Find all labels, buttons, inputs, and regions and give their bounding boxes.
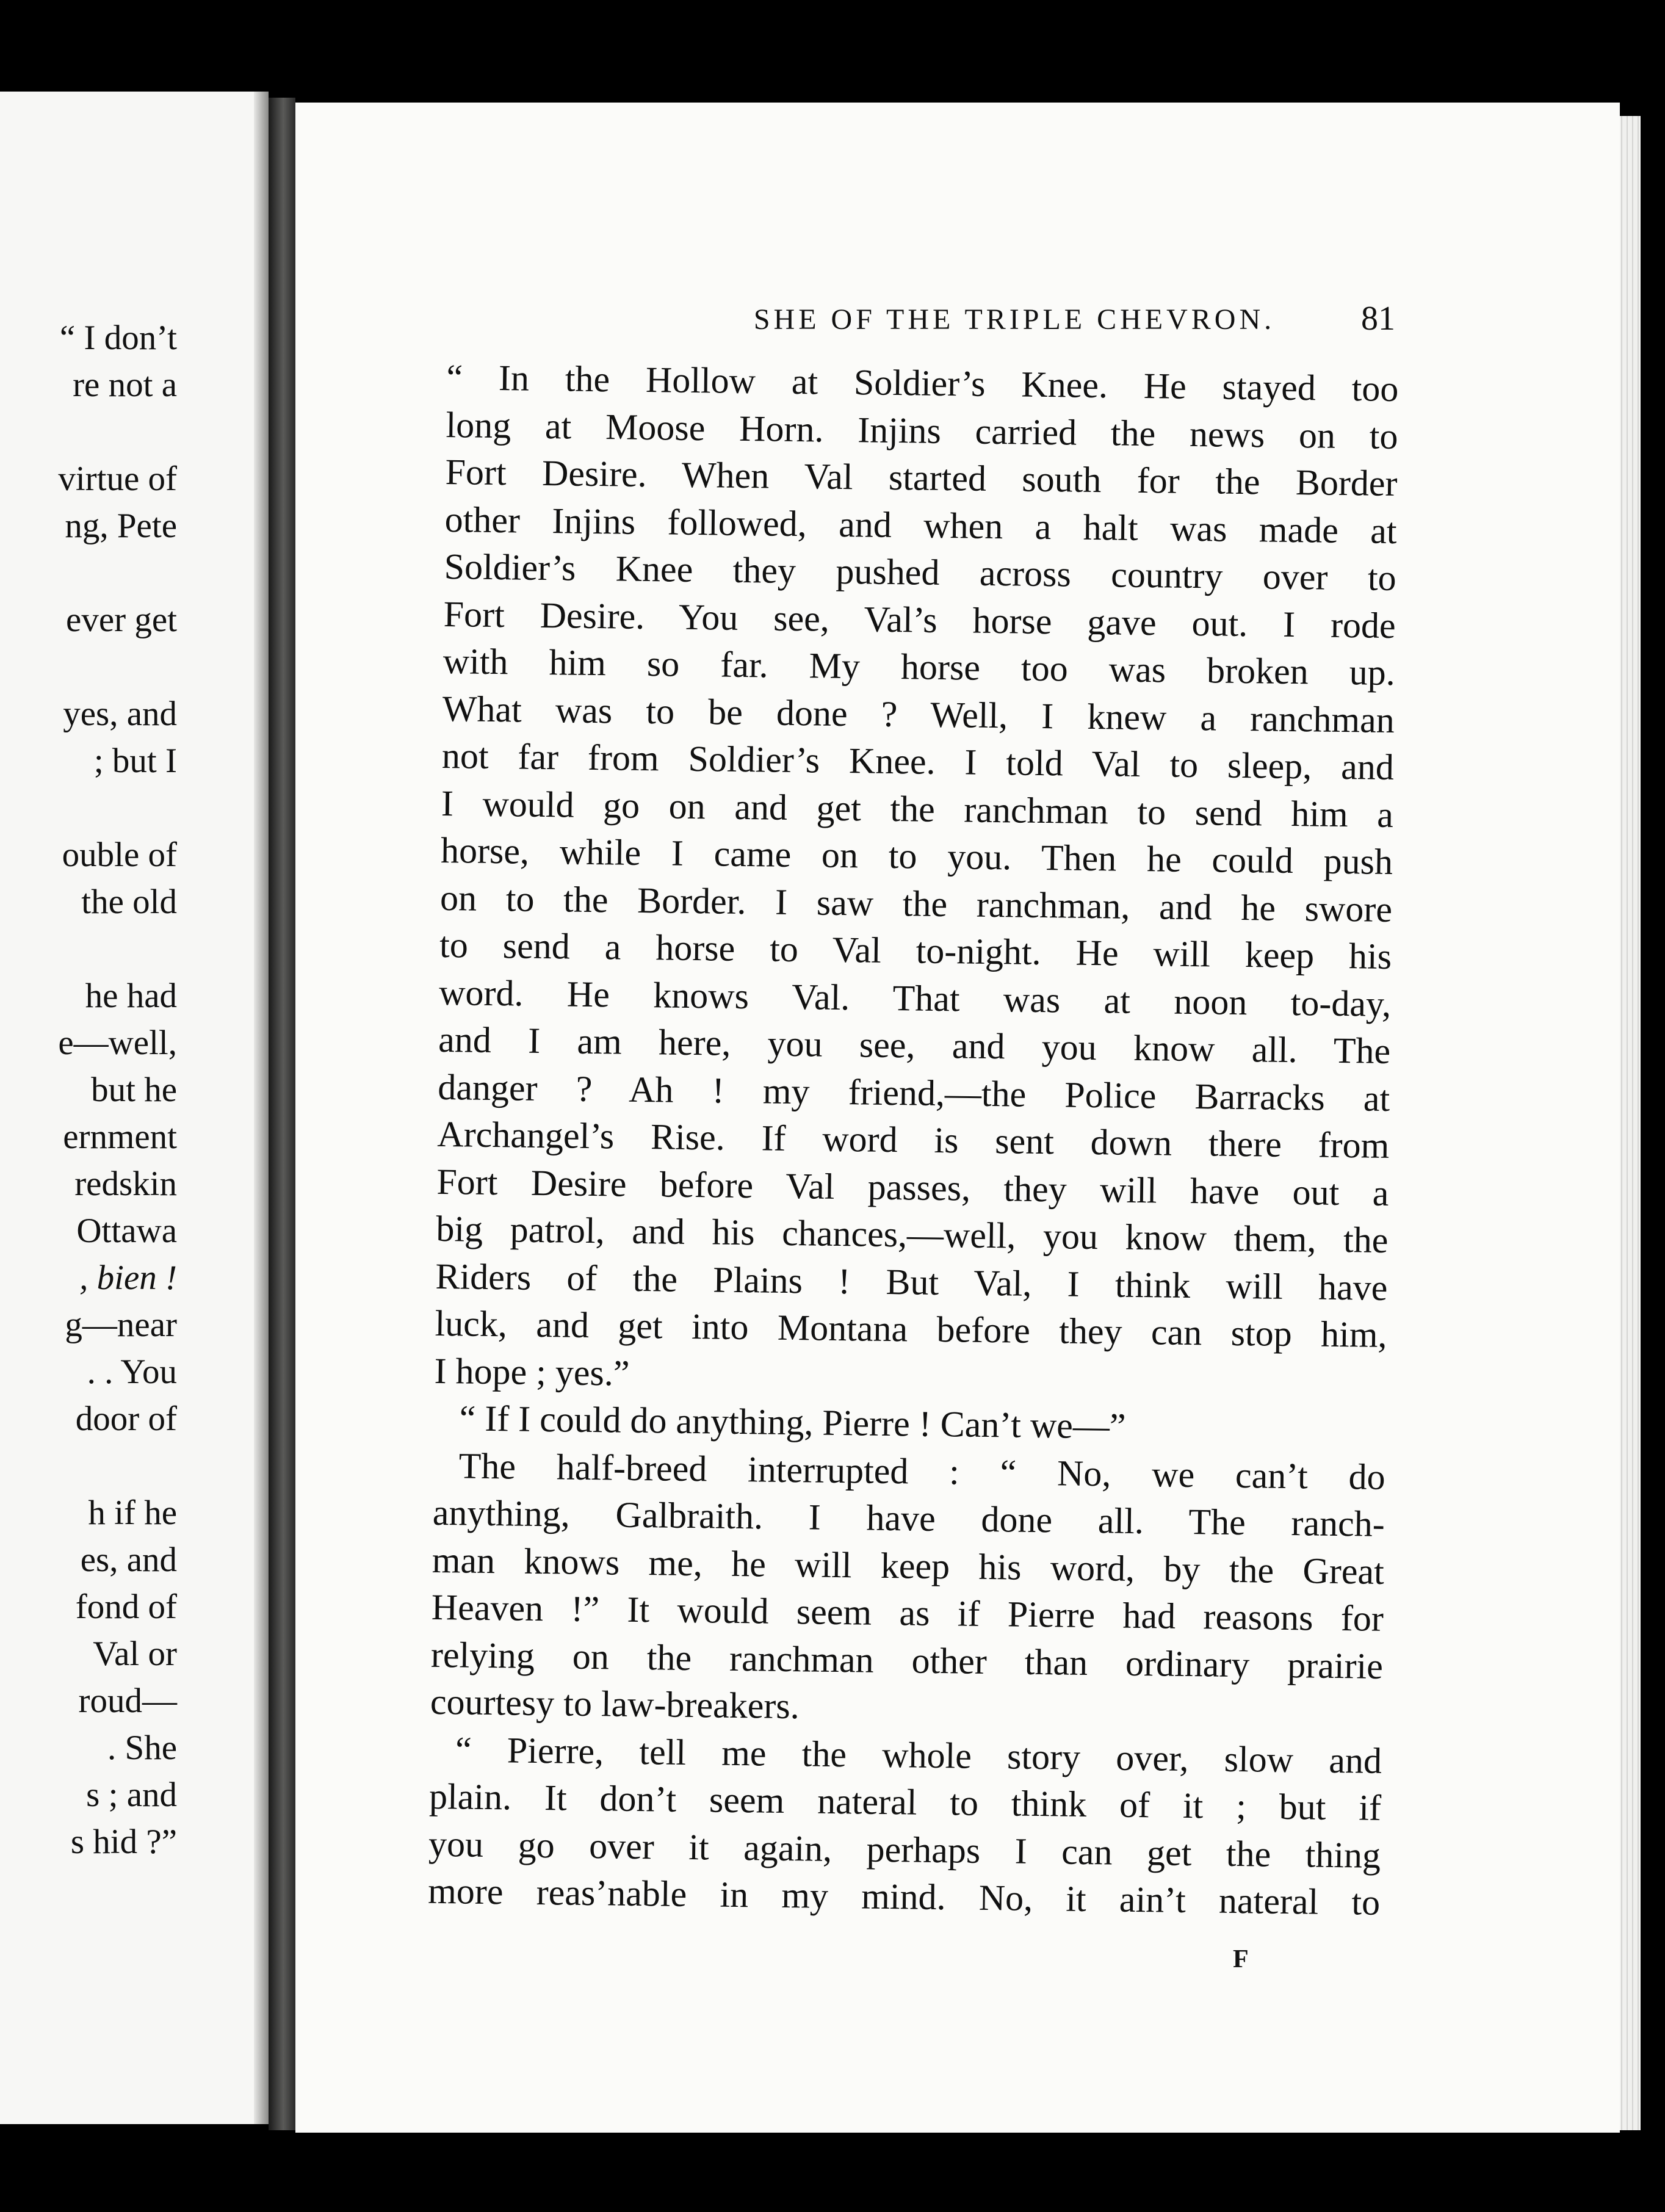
body-line: more reas’nable in my mind. No, it ain’t nateral to	[427, 1870, 1381, 1923]
book-binding	[269, 98, 295, 2130]
left-line: ever get	[66, 601, 177, 639]
body-line: The half-breed interrupted : “ No, we can’t do	[458, 1445, 1386, 1497]
left-line	[58, 549, 177, 596]
body-line: danger ? Ah ! my friend,—the Police Barracks at	[437, 1066, 1390, 1119]
left-line: roud—	[78, 1682, 177, 1720]
left-line: h if he	[88, 1494, 177, 1532]
body-line: Archangel’s Rise. If word is sent down there from	[436, 1113, 1390, 1166]
body-line: plain. It don’t seem nateral to think of it ; but if	[428, 1776, 1382, 1828]
body-line: relying on the ranchman other than ordinary prairie	[430, 1634, 1384, 1686]
body-line: word. He knows Val. That was at noon to-day,	[438, 972, 1392, 1024]
left-line: fond of	[75, 1588, 177, 1626]
body-line: Fort Desire before Val passes, they will have out a	[436, 1161, 1389, 1213]
left-line: ; but I	[93, 742, 177, 780]
left-line	[58, 925, 177, 972]
running-head: SHE OF THE TRIPLE CHEVRON.	[753, 303, 1276, 336]
left-line: re not a	[73, 366, 177, 404]
left-line: ernment	[63, 1118, 177, 1156]
left-line	[58, 643, 177, 690]
left-line: s ; and	[86, 1776, 177, 1814]
body-line: Soldier’s Knee they pushed across country over to	[444, 546, 1397, 599]
left-line: Val or	[93, 1635, 177, 1673]
left-line: redskin	[74, 1165, 177, 1203]
left-line: the old	[81, 883, 177, 921]
left-line: yes, and	[63, 695, 177, 733]
body-line: Riders of the Plains ! But Val, I think will have	[435, 1256, 1388, 1308]
left-line	[58, 784, 177, 831]
left-line: Ottawa	[76, 1212, 177, 1250]
signature-mark: F	[1233, 1945, 1249, 1973]
left-line: door of	[75, 1400, 177, 1438]
body-line: with him so far. My horse too was broken up.	[442, 640, 1396, 693]
body-line: I would go on and get the ranchman to send him a	[441, 783, 1394, 835]
body-line: anything, Galbraith. I have done all. The ranch-	[432, 1492, 1385, 1544]
left-line: , bien !	[79, 1259, 177, 1297]
body-line: What was to be done ? Well, I knew a ranchman	[442, 688, 1395, 740]
body-line: man knows me, he will keep his word, by the Great	[432, 1539, 1385, 1592]
left-line: . . You	[87, 1353, 177, 1391]
left-line	[58, 1442, 177, 1489]
left-line: . She	[107, 1729, 177, 1767]
left-line	[58, 408, 177, 455]
page-number: 81	[1361, 300, 1395, 338]
left-line: virtue of	[58, 460, 177, 498]
left-line: ouble of	[62, 836, 177, 874]
body-line: other Injins followed, and when a halt was made at	[444, 499, 1397, 551]
body-line: on to the Border. I saw the ranchman, and he swore	[439, 877, 1393, 930]
body-line: courtesy to law-breakers.	[430, 1681, 800, 1727]
body-line: and I am here, you see, and you know all. The	[438, 1019, 1391, 1071]
body-line: I hope ; yes.”	[434, 1350, 630, 1393]
body-line: “ Pierre, tell me the whole story over, slow and	[455, 1729, 1382, 1781]
body-line: big patrol, and his chances,—well, you know them, the	[436, 1208, 1389, 1260]
body-line: Fort Desire. When Val started south for the Border	[445, 451, 1398, 504]
left-line: he had	[85, 977, 177, 1015]
left-page-gutter-shadow	[254, 92, 269, 2124]
left-line: but he	[91, 1071, 177, 1109]
left-page-text	[58, 314, 177, 1865]
body-line: horse, while I came on to you. Then he could push	[440, 830, 1393, 882]
left-line: e—well,	[58, 1024, 177, 1062]
body-line: not far from Soldier’s Knee. I told Val to sleep, and	[441, 735, 1395, 788]
right-page	[295, 103, 1620, 2133]
left-line: ng, Pete	[65, 507, 177, 545]
body-line: Fort Desire. You see, Val’s horse gave out. I rode	[443, 593, 1396, 646]
left-line: “ I don’t	[59, 319, 177, 357]
body-line: Heaven !” It would seem as if Pierre had reasons for	[431, 1586, 1384, 1639]
left-line: s hid ?”	[70, 1823, 177, 1861]
left-line: g—near	[65, 1306, 177, 1344]
body-line: “ In the Hollow at Soldier’s Knee. He stayed too	[446, 356, 1399, 410]
body-line: luck, and get into Montana before they can stop him,	[435, 1303, 1387, 1355]
body-line: you go over it again, perhaps I can get the thing	[428, 1823, 1381, 1876]
body-line: to send a horse to Val to-night. He will keep his	[439, 924, 1392, 977]
body-line: long at Moose Horn. Injins carried the news on to	[446, 404, 1398, 457]
left-page	[0, 92, 269, 2124]
body-line: “ If I could do anything, Pierre ! Can’t we—”	[459, 1398, 1126, 1447]
left-line: es, and	[80, 1541, 177, 1579]
right-page-text	[428, 354, 1399, 1926]
